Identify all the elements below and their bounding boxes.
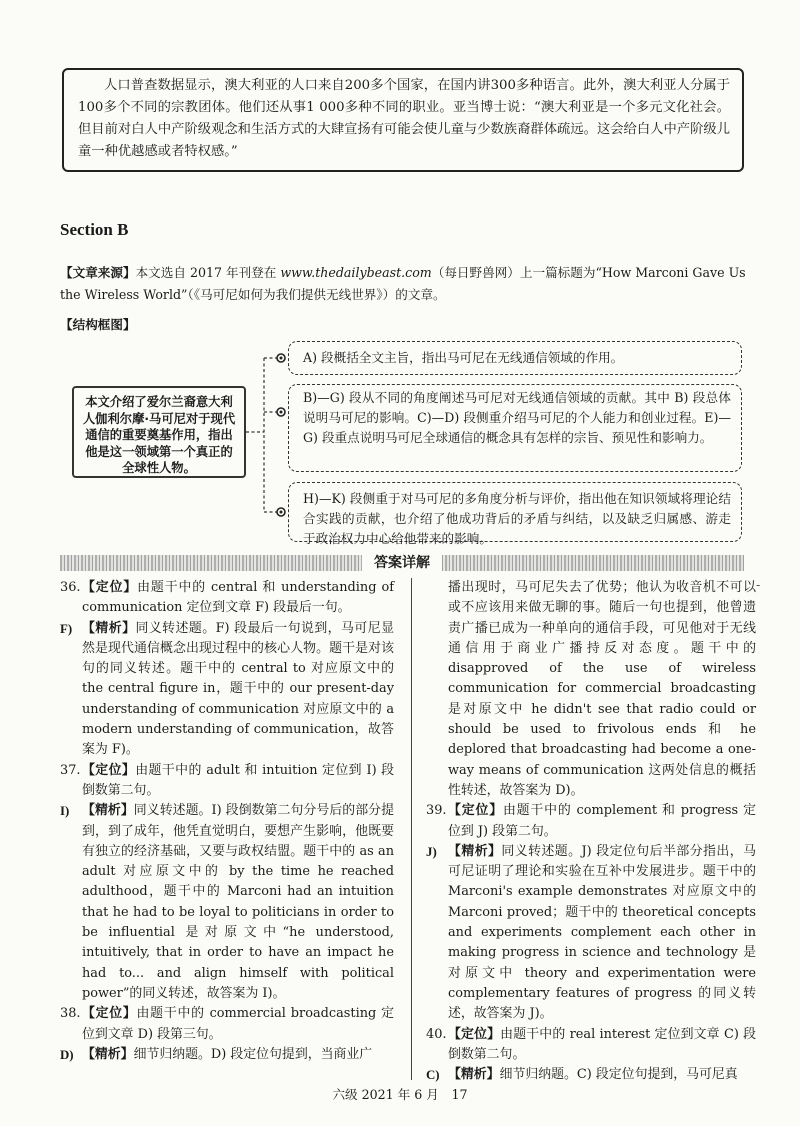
answer-item-39-analysis	[426, 842, 756, 1025]
answer-item-40-analysis	[426, 1065, 756, 1085]
diagram-branch-1: A) 段概括全文主旨，指出马可尼在无线通信领域的作用。	[288, 341, 742, 375]
answer-item-36-analysis	[60, 619, 394, 761]
structure-diagram-title: 【结构框图】	[60, 317, 136, 332]
paragraph-mark: F)	[60, 621, 73, 636]
item-tag: 【精析】	[82, 1046, 134, 1062]
item-text: 由题干中的 adult 和 intuition 定位到 I) 段倒数第二句。	[82, 762, 395, 798]
item-tag: 【精析】	[448, 843, 502, 859]
question-number: 38.	[60, 1006, 81, 1022]
source-text-after: （每日野兽网）上一篇标题为“How Marconi Gave Us the Wireless World”（《马可尼如何为我们提供无线世界》）的文章。	[60, 265, 746, 302]
item-text: 同义转述题。I) 段倒数第二句分号后的部分提到，到了成年，他凭直觉明白，要想产生影响，他既要有独立的经济基础，又要与政权结盟。题干中的 as an adult 对应原文中的 by the time he reached adulthood，题干中的 Marconi had an intuition that he had to be loyal to politicians in order to be influential 是对原文中“he understood, intuitively, that in order to have an impact he had to... and align himself with political power”的同义转述，故答案为 I)。	[82, 803, 395, 1001]
item-text: 同义转述题。F) 段最后一句说到，马可尼显然是现代通信概念出现过程中的核心人物。题干是对该句的同义转述。题干中的 central to 对应原文中的 the central figure in，题干中的 our present-day understanding of communication 对应原文中的 a modern understanding of communication，故答案为 F)。	[82, 620, 395, 758]
item-text: 由题干中的 central 和 understanding of communication 定位到文章 F) 段最后一句。	[82, 580, 394, 616]
item-tag: 【定位】	[448, 1026, 501, 1042]
source-text-before: 本文选自 2017 年刊登在	[135, 265, 281, 280]
diagram-branch-2: B)—G) 段从不同的角度阐述马可尼对无线通信领域的贡献。其中 B) 段总体说明马可尼的影响。C)—D) 段侧重介绍马可尼的个人能力和创业过程。E)—G) 段重点说明马可尼全球通信的概念具有怎样的宗旨、预见性和影响力。	[288, 384, 742, 472]
item-text: 细节归纳题。D) 段定位句提到，当商业广	[133, 1046, 373, 1062]
item-text: 同义转述题。J) 段定位句后半部分指出，马可尼证明了理论和实验在互补中发展进步。题干中的 Marconi's example demonstrates 对应原文中的 Marconi proved；题干中的 theoretical concepts and experiments complement each other in making progress in science and technology 是对原文中 theory and experimentation were complementary features of progress 的同义转述，故答案为 J)。	[448, 843, 757, 1022]
item-text: 细节归纳题。C) 段定位句提到，马可尼真	[499, 1067, 738, 1083]
corner-mark: -	[756, 578, 761, 592]
source-url: www.thedailybeast.com	[280, 265, 432, 280]
item-tag: 【精析】	[448, 1067, 500, 1083]
answer-band-title: 答案详解	[362, 553, 442, 573]
diagram-center-box: 本文介绍了爱尔兰裔意大利人伽利尔摩·马可尼对于现代通信的重要奠基作用，指出他是这一领域第一个真正的全球性人物。	[72, 386, 246, 478]
quote-text: 人口普查数据显示，澳大利亚的人口来自200多个国家，在国内讲300多种语言。此外，澳大利亚人分属于100多个不同的宗教团体。他们还从事1 000多种不同的职业。亚当博士说：“澳大利亚是一个多元文化社会。但目前对白人中产阶级观念和生活方式的大肆宣扬有可能会使儿童与少数族裔群体疏远。这会给白人中产阶级儿童一种优越感或者特权感。”	[78, 78, 730, 159]
paragraph-mark: I)	[60, 804, 70, 819]
answer-item-36-locate	[60, 578, 394, 619]
answer-item-39-locate	[426, 801, 756, 842]
paragraph-mark: C)	[426, 1068, 440, 1083]
paragraph-mark: D)	[60, 1047, 74, 1062]
question-number: 37.	[60, 762, 81, 778]
diagram-branch-3: H)—K) 段侧重于对马可尼的多角度分析与评价，指出他在知识领域将理论结合实践的贡献，也介绍了他成功背后的矛盾与纠结，以及缺乏归属感、游走于政治权力中心给他带来的影响。	[288, 482, 742, 542]
item-tag: 【定位】	[448, 803, 503, 819]
page-footer: 六级 2021 年 6 月 17	[332, 1087, 468, 1102]
item-text: 由题干中的 real interest 定位到文章 C) 段倒数第二句。	[448, 1026, 756, 1062]
column-divider	[411, 578, 412, 1080]
question-number: 36.	[60, 580, 81, 595]
answer-item-37-analysis	[60, 801, 394, 1004]
item-tag: 【定位】	[82, 580, 138, 595]
answer-item-38-locate	[60, 1004, 394, 1045]
paragraph-mark: J)	[426, 844, 437, 859]
right-column	[426, 578, 756, 1085]
question-number: 39.	[426, 803, 447, 819]
item-tag: 【定位】	[82, 762, 136, 778]
answer-item-40-locate	[426, 1025, 756, 1066]
item-tag: 【精析】	[82, 803, 134, 819]
item-tag: 【定位】	[82, 1006, 137, 1022]
answer-item-38-analysis	[60, 1045, 394, 1065]
left-column	[60, 578, 394, 1065]
source-tag: 【文章来源】	[60, 265, 136, 280]
section-title: Section B	[60, 220, 129, 239]
item-text: 由题干中的 complement 和 progress 定位到 J) 段第二句。	[448, 803, 756, 839]
answer-item-37-locate	[60, 761, 394, 802]
item-text: 由题干中的 commercial broadcasting 定位到文章 D) 段第三句。	[82, 1006, 394, 1042]
question-number: 40.	[426, 1026, 447, 1042]
answer-item-38-continuation: 播出现时，马可尼失去了优势；他认为收音机不可以或不应该用来做无聊的事。随后一句也提到，他曾遗责广播已成为一种单向的通信手段，可见他对于无线通信用于商业广播持反对态度。题干中的 disapproved of the use of wireless communication for commercial broadcasting 是对原文中 he didn't see that radio could or should be used to frivolous ends 和 he deplored that broadcasting had become a one-way means of communication 这两处信息的概括性转述，故答案为 D)。	[448, 580, 756, 798]
item-tag: 【精析】	[82, 620, 136, 636]
